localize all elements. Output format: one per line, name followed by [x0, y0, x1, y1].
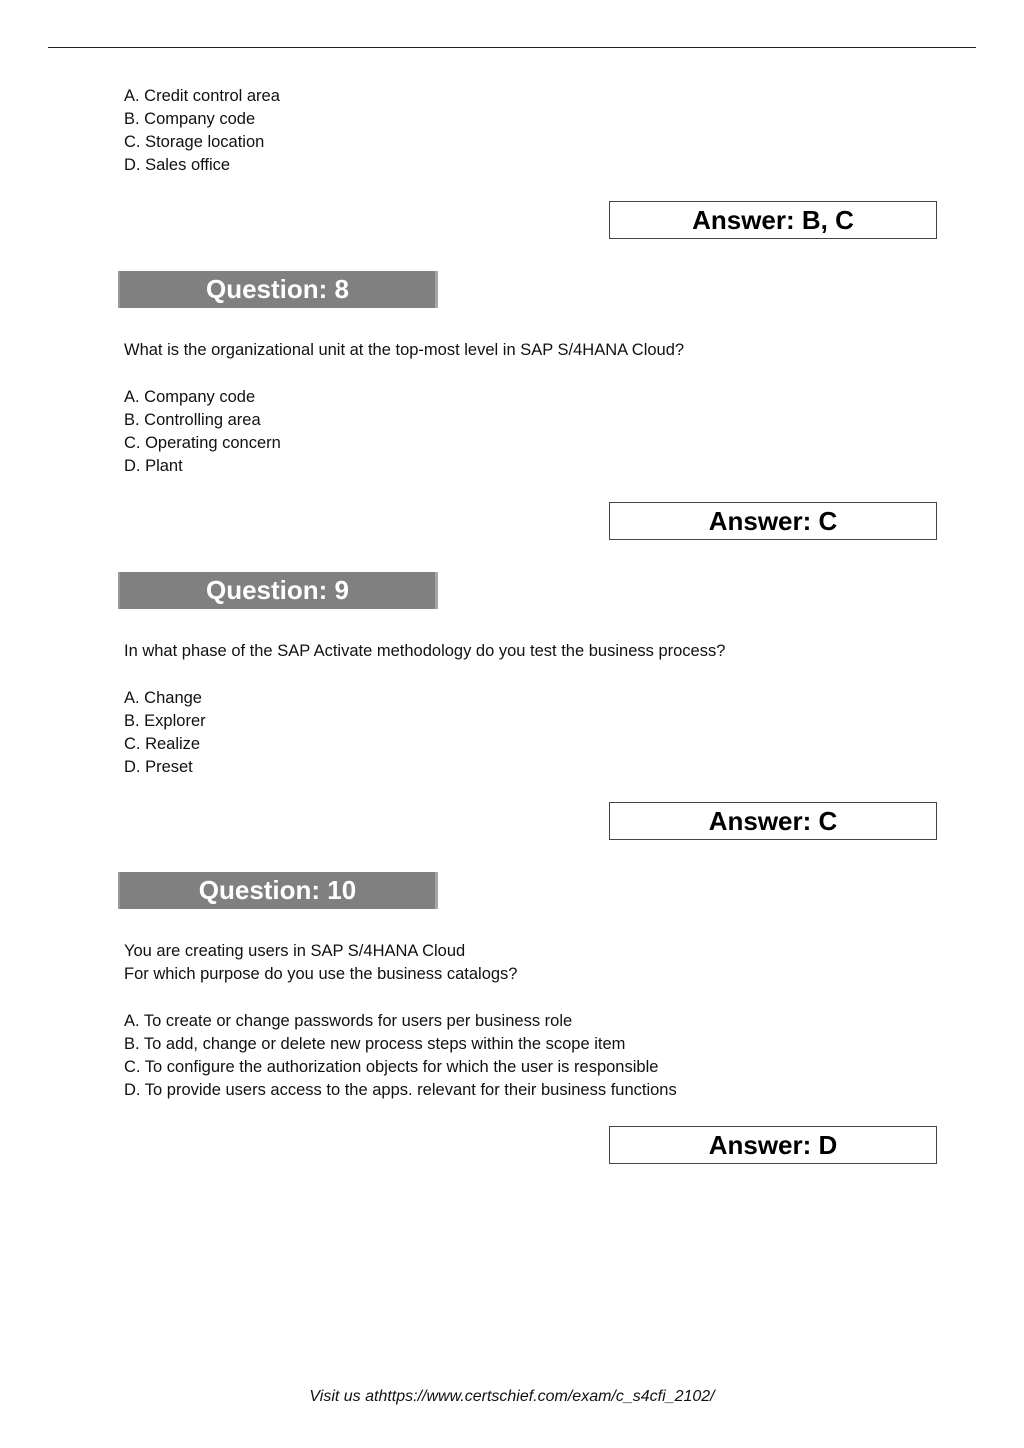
- question-9-prompt: In what phase of the SAP Activate methodology do you test the business process?: [124, 642, 726, 660]
- option-d: D. To provide users access to the apps. relevant for their business functions: [124, 1081, 677, 1099]
- question-9-answer: Answer: C: [609, 802, 937, 840]
- question-10-options: [124, 1010, 677, 1102]
- question-8-options: [124, 386, 281, 478]
- question-8-text: [124, 339, 684, 362]
- option-c: C. Operating concern: [124, 434, 281, 452]
- question-7-answer: Answer: B, C: [609, 201, 937, 239]
- option-d: D. Plant: [124, 457, 183, 475]
- question-8-prompt: What is the organizational unit at the top-most level in SAP S/4HANA Cloud?: [124, 341, 685, 359]
- option-b: B. To add, change or delete new process steps within the scope item: [124, 1035, 626, 1053]
- question-10-header: Question: 10: [118, 872, 438, 909]
- question-7-options: [124, 85, 280, 177]
- option-b: B. Company code: [124, 110, 256, 128]
- option-d: D. Sales office: [124, 156, 231, 174]
- question-9-header: Question: 9: [118, 572, 438, 609]
- question-9-options: [124, 687, 206, 779]
- option-a: A. Credit control area: [124, 87, 280, 105]
- question-9-text: [124, 640, 725, 663]
- question-10-prompt-line-1: You are creating users in SAP S/4HANA Cloud: [124, 942, 466, 960]
- option-c: C. Storage location: [124, 133, 265, 151]
- option-d: D. Preset: [124, 758, 193, 776]
- question-8-answer: Answer: C: [609, 502, 937, 540]
- option-a: A. To create or change passwords for users per business role: [124, 1012, 573, 1030]
- option-c: C. To configure the authorization objects for which the user is responsible: [124, 1058, 659, 1076]
- question-10-prompt-line-2: For which purpose do you use the business catalogs?: [124, 965, 518, 983]
- question-8-header: Question: 8: [118, 271, 438, 308]
- footer-link-text: Visit us athttps://www.certschief.com/exam/c_s4cfi_2102/: [309, 1388, 715, 1405]
- option-b: B. Controlling area: [124, 411, 261, 429]
- top-rule: [48, 47, 976, 48]
- option-b: B. Explorer: [124, 712, 206, 730]
- question-10-answer: Answer: D: [609, 1126, 937, 1164]
- question-10-text: [124, 940, 518, 986]
- option-a: A. Change: [124, 689, 202, 707]
- option-a: A. Company code: [124, 388, 256, 406]
- option-c: C. Realize: [124, 735, 201, 753]
